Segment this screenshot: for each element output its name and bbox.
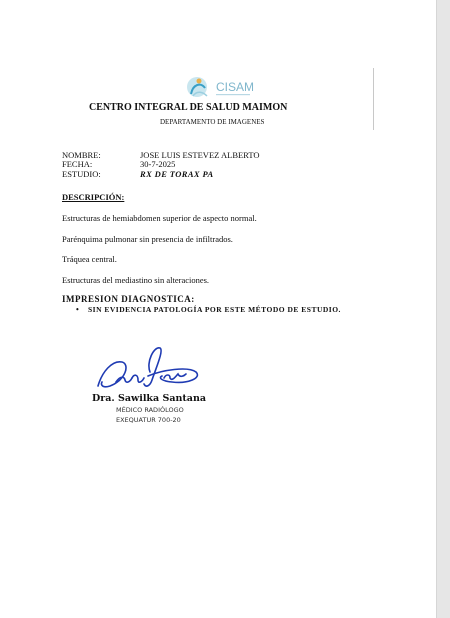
signature-role: MÉDICO RADIÓLOGO <box>116 406 184 414</box>
study-row <box>62 170 214 179</box>
date-value: 30-7-2025 <box>140 159 176 169</box>
bullet-icon: • <box>76 305 80 314</box>
vertical-scrollbar[interactable] <box>436 0 450 618</box>
description-paragraph: Estructuras del mediastino sin alteraciones. <box>62 275 210 285</box>
description-paragraph: Tráquea central. <box>62 254 117 264</box>
logo-wordmark: CISAM <box>216 80 255 94</box>
handwritten-signature <box>92 342 204 394</box>
description-heading: DESCRIPCIÓN: <box>62 192 125 202</box>
date-label: FECHA: <box>62 159 93 169</box>
description-paragraph: Estructuras de hemiabdomen superior de aspecto normal. <box>62 213 257 223</box>
signature-name: Dra. Sawilka Santana <box>92 393 206 404</box>
impression-item-text: SIN EVIDENCIA PATOLOGÍA POR ESTE MÉTODO DE ESTUDIO. <box>88 305 341 314</box>
margin-divider <box>373 68 374 130</box>
patient-name-value: JOSE LUIS ESTEVEZ ALBERTO <box>140 150 260 160</box>
cisam-logo <box>183 72 275 102</box>
impression-title: IMPRESION DIAGNOSTICA: <box>62 294 195 304</box>
study-value: RX DE TORAX PA <box>140 169 214 179</box>
description-paragraph: Parénquima pulmonar sin presencia de infiltrados. <box>62 234 233 244</box>
impression-item <box>76 305 341 314</box>
signature-exequatur: EXEQUATUR 700-20 <box>116 416 181 424</box>
org-name: CENTRO INTEGRAL DE SALUD MAIMON <box>89 102 288 113</box>
patient-name-label: NOMBRE: <box>62 150 101 160</box>
study-label: ESTUDIO: <box>62 169 101 179</box>
department-name: DEPARTAMENTO DE IMAGENES <box>160 118 265 126</box>
date-row <box>62 160 175 169</box>
